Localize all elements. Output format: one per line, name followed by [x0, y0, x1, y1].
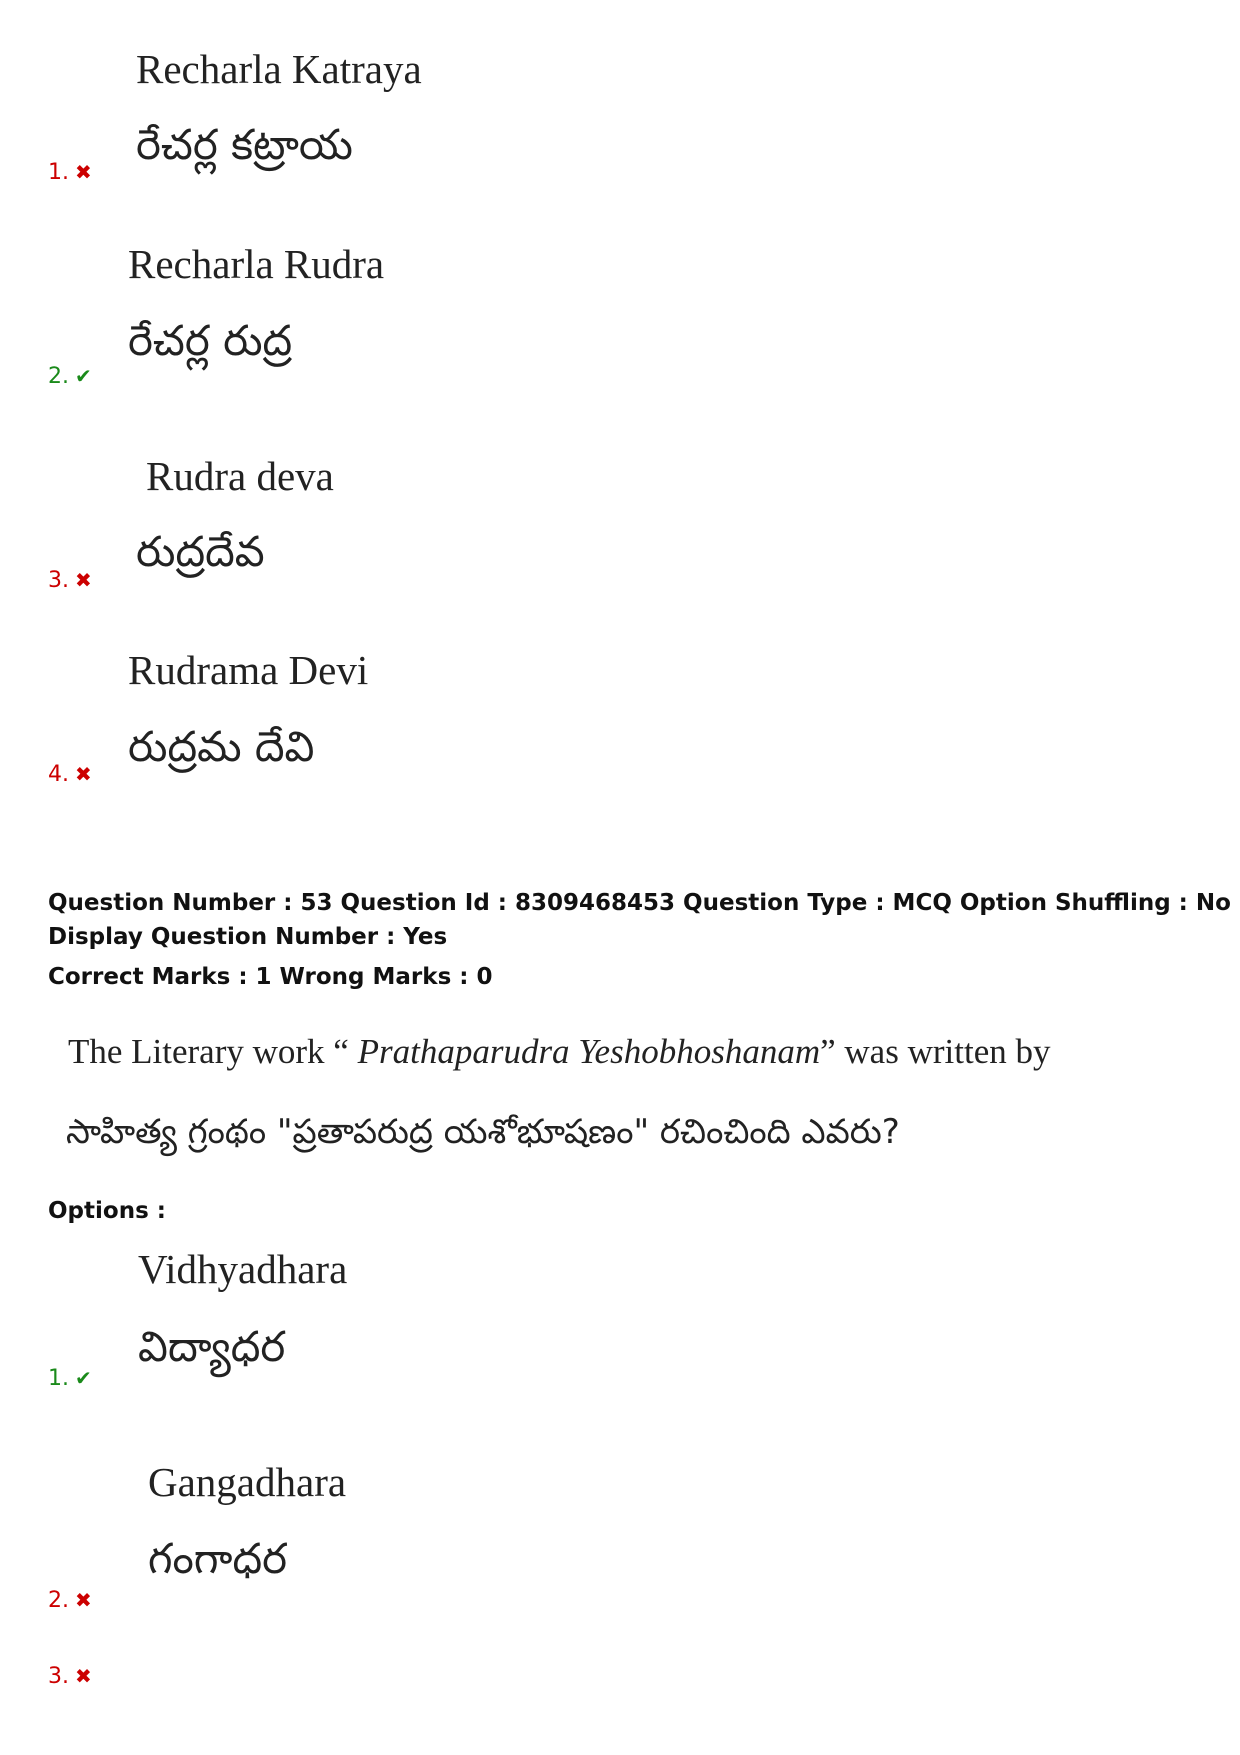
option-telugu-text: గంగాధర: [148, 1534, 288, 1583]
option-number: 3. ✖: [48, 1664, 92, 1689]
wrong-icon: ✖: [75, 160, 92, 184]
option-english-text: Rudra deva: [146, 453, 334, 499]
option-english-text: Rudrama Devi: [128, 647, 369, 693]
wrong-icon: ✖: [75, 762, 92, 786]
wrong-icon: ✖: [75, 1664, 92, 1688]
question-marks: Correct Marks : 1 Wrong Marks : 0: [48, 964, 493, 990]
option-number: 2. ✖: [48, 1588, 92, 1613]
option-number: 1. ✔: [48, 1366, 92, 1391]
option-telugu-text: రేచర్ల కట్రాయ: [136, 120, 353, 169]
check-icon: ✔: [75, 1366, 92, 1390]
option-telugu-text: రేచర్ల రుద్ర: [128, 316, 293, 365]
options-label: Options :: [48, 1198, 166, 1224]
wrong-icon: ✖: [75, 1588, 92, 1612]
question-display-number: Display Question Number : Yes: [48, 924, 448, 950]
option-telugu-text: విద్యాధర: [138, 1322, 286, 1371]
question-meta-line: Question Number : 53 Question Id : 8309468453 Question Type : MCQ Option Shuffling : No: [48, 890, 1231, 916]
option-telugu-text: రుద్రమ దేవి: [128, 722, 315, 771]
option-english-text: Vidhyadhara: [138, 1246, 348, 1292]
option-english-text: Gangadhara: [148, 1459, 347, 1505]
option-english-text: Recharla Rudra: [128, 241, 385, 287]
question-text-english: The Literary work “ Prathaparudra Yeshobhoshanam” was written by: [68, 1032, 1051, 1071]
option-number: 2. ✔: [48, 364, 92, 389]
work-title: Prathaparudra Yeshobhoshanam: [357, 1032, 821, 1071]
question-text-telugu: సాహిత్య గ్రంథం "ప్రతాపరుద్ర యశోభూషణం" రచించింది ఎవరు?: [66, 1112, 900, 1152]
wrong-icon: ✖: [75, 568, 92, 592]
check-icon: ✔: [75, 364, 92, 388]
option-number: 3. ✖: [48, 568, 92, 593]
option-english-text: Recharla Katraya: [136, 46, 422, 92]
option-number: 1. ✖: [48, 160, 92, 185]
option-number: 4. ✖: [48, 762, 92, 787]
option-telugu-text: రుద్రదేవ: [136, 527, 265, 576]
